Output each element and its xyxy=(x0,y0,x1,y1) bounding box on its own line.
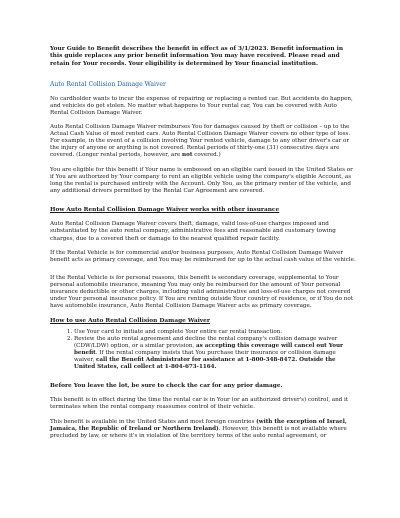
paragraph-eligibility: You are eligible for this benefit if Your name is embossed on an eligible card issued in the United States or if You are authorized by Your company to rent an eligible vehicle using the company's eligible Account, as long the rental is purchased entirely with the Account. Only You, as the primary renter of the vehicle, and any additional drivers permitted by the Rental Car Agreement are covered. xyxy=(50,166,353,194)
paragraph-reimbursement: Auto Rental Collision Damage Waiver reimburses You for damages caused by theft or collision – up to the Actual Cash Value of most rented cars. Auto Rental Collision Damage Waiver covers no other type of loss. For example, in the event of a collision involving Your rented vehicle, damage to any other driver's car or the injury of anyone or anything is not covered. Rental periods of thirty-one (31) consecutive days are covered. (Longer rental periods, however, are not covered.) xyxy=(50,124,351,159)
list-item: 1. Use Your card to initiate and complete Your entire car rental transaction. xyxy=(74,329,356,336)
check-damage-notice: Before You leave the lot, be sure to check the car for any prior damage. xyxy=(50,383,283,390)
section-title: Auto Rental Collision Damage Waiver xyxy=(50,81,166,89)
paragraph-intro-coverage: No cardholder wants to incur the expense of repairing or replacing a rented car. But accidents do happen, and vehicles do get stolen. No matter what happens to Your rental car, You can be covered with Auto Rental Collision Damage Waiver. xyxy=(50,95,353,116)
heading-how-it-works: How Auto Rental Collision Damage Waiver works with other insurance xyxy=(50,206,280,213)
paragraph-territory: This benefit is available in the United States and most foreign countries (with the exception of Israel, Jamaica, the Republic of Ireland or Northern Ireland). However, this benefit is not available where precluded by law, or where it's in violation of the territory terms of the auto rental agreement, or xyxy=(50,418,347,439)
paragraph-commercial-use: If the Rental Vehicle is for commercial and/or business purposes, Auto Rental Collision Damage Waiver benefit acts as primary coverage, and You may be reimbursed for up to the actual cash value of the vehicle. xyxy=(50,249,356,263)
paragraph-personal-use: If the Rental Vehicle is for personal reasons, this benefit is secondary coverage, supplemental to Your personal automobile insurance, meaning You may only be reimbursed for the amount of Your personal insurance deductible or other charges, including valid administrative and loss-of-use charges not covered under Your personal insurance policy. If You are renting outside Your country of residence, or if You do not have automobile insurance, Auto Rental Collision Damage Waiver acts as primary coverage. xyxy=(50,274,353,310)
intro-paragraph: Your Guide to Benefit describes the benefit in effect as of 3/1/2023. Benefit information in this guide replaces any prior benefit information You may have received. Please read and retain for Your records. Your eligibility is determined by Your financial institution. xyxy=(50,46,344,67)
heading-how-to-use: How to use Auto Rental Collision Damage Waiver xyxy=(50,318,210,325)
list-item: 2. Review the auto rental agreement and decline the rental company's collision damage waiver (CDW/LDW) option, or a similar provision, as accepting this coverage will cancel out Your benefit. If the rental company insists that You purchase their insurance or collision damage waiver, call the Benefit Administrator for assistance at 1-800-348-8472. Outside the United States, call collect at 1-804-673-1164. xyxy=(74,336,356,371)
paragraph-benefit-duration: This benefit is in effect during the time the rental car is in Your (or an authorized driver's) control, and it terminates when the rental company reassumes control of their vehicle. xyxy=(50,397,349,411)
paragraph-covered-charges: Auto Rental Collision Damage Waiver covers theft, damage, valid loss-of-use charges imposed and substantiated by the auto rental company, administrative fees and reasonable and customary towing charges, due to a covered theft or damage to the nearest qualified repair facility. xyxy=(50,221,336,242)
usage-steps-list xyxy=(50,329,356,372)
